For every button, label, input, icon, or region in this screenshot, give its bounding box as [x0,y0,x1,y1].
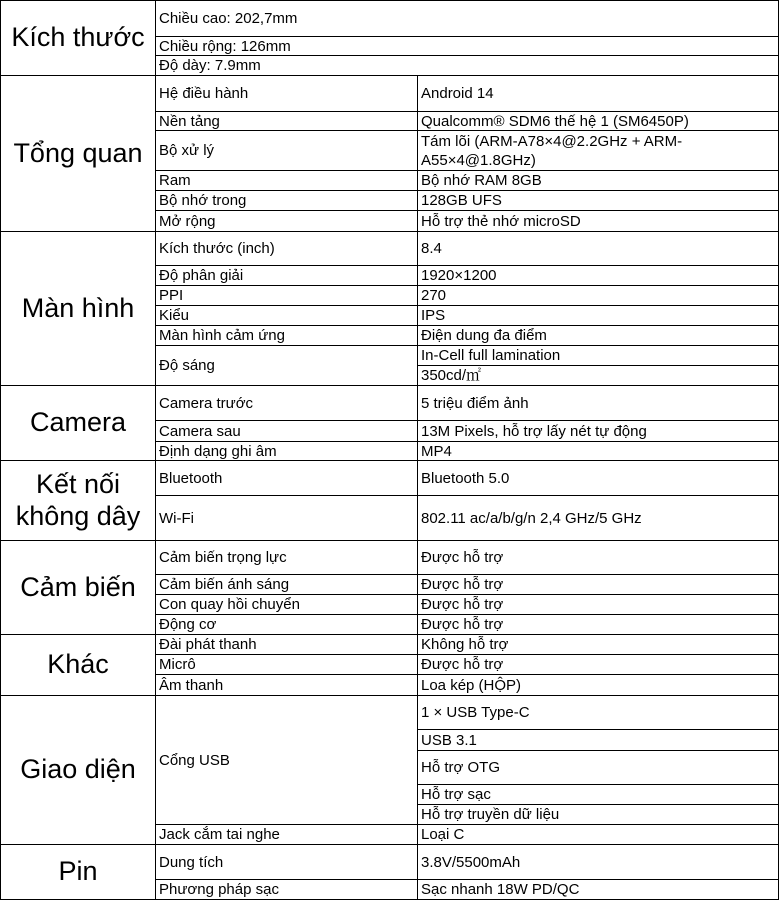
spec-label: Dung tích [159,853,224,871]
category-label: Camera [29,407,127,438]
spec-value: Loa kép (HỘP) [421,676,522,694]
spec-label: Kích thước (inch) [159,240,275,257]
spec-value: 1920×1200 [421,267,497,284]
spec-value: USB 3.1 [421,731,477,749]
spec-value: Được hỗ trợ [421,576,504,593]
category-label: Khác [47,649,109,680]
spec-label: Chiều cao: 202,7mm [159,10,298,27]
spec-label: Jack cắm tai nghe [159,826,280,843]
spec-label: Độ sáng [159,357,215,374]
spec-label: Cổng USB [159,751,230,769]
spec-value: Android 14 [421,85,494,102]
spec-value: Hỗ trợ sạc [421,786,491,803]
spec-value: 270 [421,287,447,304]
spec-label: Camera sau [159,422,241,440]
spec-label: Camera trước [159,394,254,412]
spec-value: Được hỗ trợ [421,596,504,613]
spec-label: PPI [159,287,184,304]
spec-value: Điện dung đa điểm [421,327,547,344]
spec-value: Tám lõi (ARM-A78×4@2.2GHz + ARM-A55×4@1.8GHz) [421,132,683,169]
spec-label: Độ phân giải [159,267,244,284]
spec-label: Động cơ [159,616,217,633]
spec-label: Màn hình cảm ứng [159,327,285,344]
spec-value: 8.4 [421,240,442,257]
spec-value: 13M Pixels, hỗ trợ lấy nét tự động [421,422,647,440]
spec-label: Bluetooth [159,469,223,487]
category-label: Cảm biến [20,571,136,602]
spec-value: 1 × USB Type-C [421,704,530,721]
spec-label: Cảm biến ánh sáng [159,576,290,593]
spec-value: Được hỗ trợ [421,656,504,673]
spec-label: Con quay hồi chuyển [159,596,300,613]
spec-value: 802.11 ac/a/b/g/n 2,4 GHz/5 GHz [421,509,642,527]
spec-value: Bluetooth 5.0 [421,469,510,487]
spec-label: Chiều rộng: 126mm [159,37,291,55]
category-label: Kích thước [11,22,145,53]
spec-label: Âm thanh [159,676,224,694]
spec-value: IPS [421,307,446,324]
spec-value: Hỗ trợ OTG [421,759,501,776]
spec-value: Sạc nhanh 18W PD/QC [421,881,580,898]
spec-label: Kiểu [159,307,190,324]
spec-label: Nền tảng [159,112,220,130]
spec-label: Wi-Fi [159,509,194,527]
spec-value: Loại C [421,826,465,843]
spec-label: Đài phát thanh [159,636,257,653]
category-label: Pin [58,856,98,887]
spec-label: Ram [159,172,191,189]
spec-label: Mở rộng [159,212,216,230]
spec-value: 128GB UFS [421,192,502,209]
category-label: Kết nối không dây [15,469,141,531]
spec-label: Độ dày: 7.9mm [159,57,261,74]
spec-value: Bộ nhớ RAM 8GB [421,172,542,189]
spec-value: Không hỗ trợ [421,636,509,653]
spec-value: Được hỗ trợ [421,549,504,566]
spec-label: Phương pháp sạc [159,881,279,898]
spec-value: Hỗ trợ truyền dữ liệu [421,806,560,823]
spec-value: 350cd/㎡ [421,367,482,384]
category-label: Giao diện [20,754,136,785]
spec-label: Micrô [159,656,196,673]
spec-label: Định dạng ghi âm [159,442,277,460]
spec-value: Được hỗ trợ [421,616,504,633]
category-label: Tổng quan [13,137,143,168]
spec-label: Cảm biến trọng lực [159,549,287,566]
spec-value: 3.8V/5500mAh [421,853,521,871]
spec-value: 5 triệu điểm ảnh [421,394,529,412]
category-label: Màn hình [21,292,135,323]
spec-label: Bộ nhớ trong [159,192,247,209]
spec-value: Qualcomm® SDM6 thế hệ 1 (SM6450P) [421,112,689,130]
spec-value: Hỗ trợ thẻ nhớ microSD [421,212,581,230]
spec-label: Hệ điều hành [159,85,249,102]
spec-label: Bộ xử lý [159,142,215,159]
spec-value: MP4 [421,442,452,460]
spec-value: In-Cell full lamination [421,347,561,364]
